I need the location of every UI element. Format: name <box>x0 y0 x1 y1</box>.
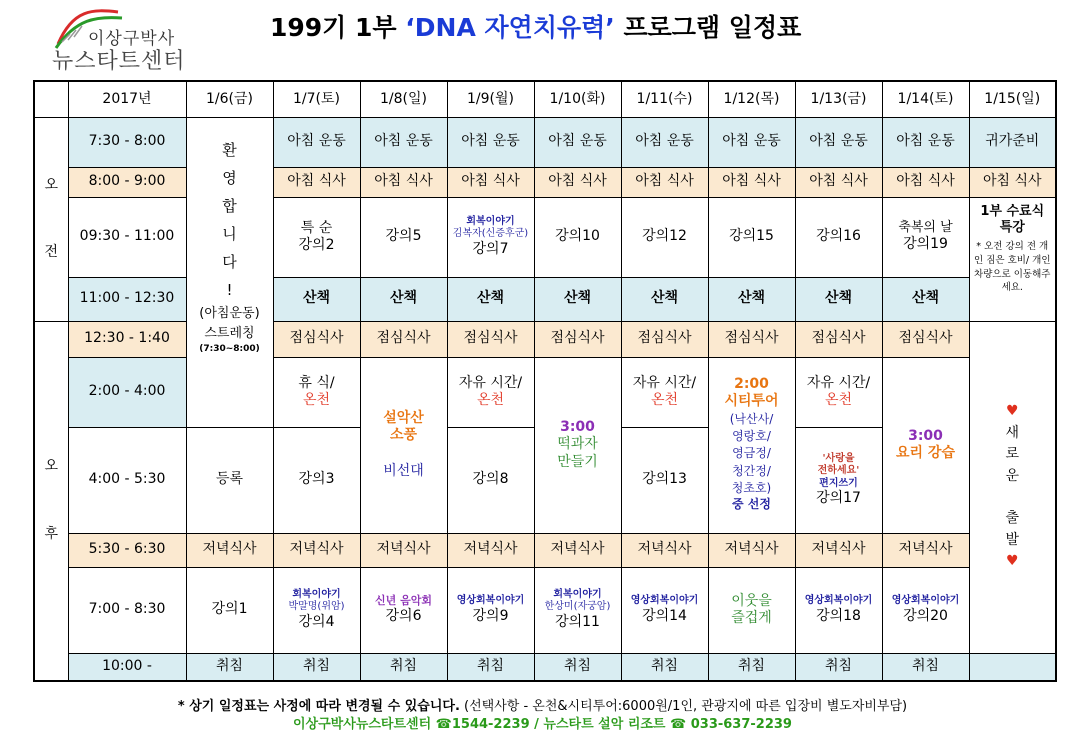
time-cell: 09:30 - 11:00 <box>68 197 186 277</box>
lecture-title: 강의18 <box>816 607 861 624</box>
rest-cell <box>273 357 360 427</box>
time-cell: 2:00 - 4:00 <box>68 357 186 427</box>
period-char: 오 <box>44 458 59 475</box>
lunch-cell: 점심식사 <box>795 321 882 357</box>
onsen-label: 온천 <box>476 392 505 408</box>
welcome-char: 다 <box>222 252 237 271</box>
lecture-cell <box>882 197 969 277</box>
dinner-cell: 저녁식사 <box>534 533 621 567</box>
breakfast-cell: 아침 식사 <box>795 167 882 197</box>
lunch-cell: 점심식사 <box>360 321 447 357</box>
lecture-cell <box>360 567 447 653</box>
lunch-cell: 점심식사 <box>273 321 360 357</box>
lunch-cell: 점심식사 <box>708 321 795 357</box>
sleep-cell: 취침 <box>534 653 621 681</box>
footer-note-bold: * 상기 일정표는 사정에 따라 변경될 수 있습니다. <box>177 699 460 714</box>
lecture-title: 강의20 <box>903 607 948 624</box>
period-pm <box>34 321 68 681</box>
lunch-cell: 점심식사 <box>882 321 969 357</box>
city-tour-title: 시티투어 <box>724 393 779 409</box>
city-tour-list <box>709 411 795 498</box>
page-title <box>270 8 910 46</box>
rice-cake-cell <box>534 357 621 533</box>
dinner-cell: 저녁식사 <box>273 533 360 567</box>
title-highlight: ‘DNA 자연치유력’ <box>405 13 615 42</box>
date-header: 1/6(금) <box>186 81 273 117</box>
rice-cake-time: 3:00 <box>560 418 595 435</box>
cooking-time: 3:00 <box>908 427 943 444</box>
lunch-cell: 점심식사 <box>534 321 621 357</box>
sleep-cell: 취침 <box>795 653 882 681</box>
time-cell: 10:00 - <box>68 653 186 681</box>
year-cell: 2017년 <box>68 81 186 117</box>
seorak-cell <box>360 357 447 533</box>
corner-cell <box>34 81 68 117</box>
title-suffix: 프로그램 일정표 <box>614 13 802 42</box>
free-cell <box>795 357 882 427</box>
city-tour-item: (낙산사/ <box>729 411 774 426</box>
sleep-cell: 취침 <box>882 653 969 681</box>
lecture-cell: 강의13 <box>621 427 708 533</box>
lecture-title: 강의14 <box>642 607 687 624</box>
letter-title: 편지쓰기 <box>819 477 858 489</box>
city-tour-item: 영랑호/ <box>732 428 771 443</box>
cooking-title: 요리 강습 <box>896 445 955 461</box>
free-label: 자유 시간/ <box>632 374 697 391</box>
free-label: 자유 시간/ <box>458 374 523 391</box>
new-start-char: 운 <box>1005 468 1020 485</box>
dinner-cell: 저녁식사 <box>795 533 882 567</box>
city-tour-item: 청간정/ <box>732 463 771 478</box>
breakfast-cell: 아침 식사 <box>708 167 795 197</box>
walk-cell: 산책 <box>882 277 969 321</box>
graduation-label: 1부 수료식 <box>980 203 1045 219</box>
city-tour-item: 영금정/ <box>732 446 771 461</box>
dinner-cell: 저녁식사 <box>621 533 708 567</box>
date-header: 1/8(일) <box>360 81 447 117</box>
breakfast-cell: 아침 식사 <box>447 167 534 197</box>
graduation-note: * 오전 강의 전 개인 짐은 호비/ 개인차량으로 이동해주세요. <box>974 241 1051 294</box>
breakfast-cell: 아침 식사 <box>534 167 621 197</box>
welcome-char: 니 <box>222 224 237 243</box>
center-logo <box>48 4 218 74</box>
walk-cell: 산책 <box>447 277 534 321</box>
table-row <box>34 533 1056 567</box>
lecture-cell: 강의5 <box>360 197 447 277</box>
rice-cake-sub: 만들기 <box>557 453 598 470</box>
story-label: 회복이야기 <box>553 588 602 600</box>
logo-line1: 이상구박사 <box>88 29 176 49</box>
lecture-title: 강의11 <box>555 613 600 630</box>
date-header: 1/12(목) <box>708 81 795 117</box>
time-cell: 12:30 - 1:40 <box>68 321 186 357</box>
welcome-char: 영 <box>222 168 237 187</box>
rest-label: 휴 식/ <box>298 374 335 391</box>
header-row <box>34 81 1056 117</box>
lecture-cell <box>534 567 621 653</box>
time-cell: 7:00 - 8:30 <box>68 567 186 653</box>
neighbors-cell <box>708 567 795 653</box>
lecture-title: 강의2 <box>298 237 335 253</box>
logo-line2: 뉴스타트센터 <box>52 49 186 74</box>
time-cell: 5:30 - 6:30 <box>68 533 186 567</box>
exercise-cell: 아침 운동 <box>534 117 621 167</box>
lecture-cell: 강의10 <box>534 197 621 277</box>
lecture-cell: 강의16 <box>795 197 882 277</box>
sleep-cell: 취침 <box>621 653 708 681</box>
story-label: 회복이야기 <box>292 588 341 600</box>
video-story-label: 영상회복이야기 <box>804 595 873 606</box>
period-char: 후 <box>44 525 59 542</box>
time-cell: 8:00 - 9:00 <box>68 167 186 197</box>
title-prefix: 199기 1부 <box>270 13 406 42</box>
lecture-cell: 강의12 <box>621 197 708 277</box>
date-header: 1/13(금) <box>795 81 882 117</box>
lecture-cell: 강의8 <box>447 427 534 533</box>
time-cell: 4:00 - 5:30 <box>68 427 186 533</box>
concert-label: 신년 음악회 <box>375 594 432 608</box>
welcome-char: ! <box>226 280 233 299</box>
letter-line: 전하세요' <box>817 465 860 476</box>
lecture-cell <box>273 567 360 653</box>
exercise-cell: 아침 운동 <box>273 117 360 167</box>
free-cell <box>447 357 534 427</box>
sleep-cell: 취침 <box>447 653 534 681</box>
lecture-cell: 강의15 <box>708 197 795 277</box>
lunch-cell: 점심식사 <box>447 321 534 357</box>
walk-cell: 산책 <box>273 277 360 321</box>
breakfast-cell: 아침 식사 <box>621 167 708 197</box>
story-person: 김복자(신증후군) <box>452 228 529 240</box>
seorak-sub: 소풍 <box>389 427 418 444</box>
dinner-cell: 저녁식사 <box>882 533 969 567</box>
graduation-cell <box>969 197 1056 321</box>
walk-cell: 산책 <box>360 277 447 321</box>
homeprep-cell: 귀가준비 <box>969 117 1056 167</box>
welcome-chars <box>187 136 273 304</box>
exercise-cell: 아침 운동 <box>360 117 447 167</box>
lecture-label: 특 순 <box>300 219 333 236</box>
footer-note-rest: (선택사항 - 온천&시티투어:6000원/1인, 관광지에 따른 입장비 별도자비부담) <box>459 699 908 714</box>
date-header: 1/15(일) <box>969 81 1056 117</box>
time-cell: 7:30 - 8:00 <box>68 117 186 167</box>
seorak-title: 설악산 <box>383 409 424 426</box>
exercise-cell: 아침 운동 <box>708 117 795 167</box>
onsen-label: 온천 <box>650 392 679 408</box>
sleep-cell: 취침 <box>360 653 447 681</box>
city-tour-note: 중 선정 <box>732 497 771 512</box>
date-header: 1/9(월) <box>447 81 534 117</box>
neighbors-line: 즐겁게 <box>731 610 772 626</box>
lecture-cell: 강의1 <box>186 567 273 653</box>
onsen-label: 온천 <box>824 392 853 408</box>
video-story-label: 영상회복이야기 <box>456 595 525 606</box>
lunch-cell: 점심식사 <box>621 321 708 357</box>
neighbors-line: 이웃을 <box>731 592 772 609</box>
dinner-cell: 저녁식사 <box>186 533 273 567</box>
welcome-cell <box>186 117 273 427</box>
story-label: 회복이야기 <box>466 215 515 227</box>
footer-contact: 이상구박사뉴스타트센터 ☎1544-2239 / 뉴스타트 설악 리조트 ☎ 033-637-2239 <box>293 717 792 732</box>
special-lecture-label: 특강 <box>999 219 1025 235</box>
table-row <box>34 117 1056 167</box>
new-start-cell <box>969 321 1056 653</box>
new-start-char: 로 <box>1005 446 1020 463</box>
sleep-cell: 취침 <box>186 653 273 681</box>
city-tour-time: 2:00 <box>734 375 769 392</box>
welcome-sub3: (7:30~8:00) <box>199 344 260 354</box>
exercise-cell: 아침 운동 <box>447 117 534 167</box>
heart-icon: ♥ <box>1005 403 1019 420</box>
time-cell: 11:00 - 12:30 <box>68 277 186 321</box>
lecture-cell: 강의3 <box>273 427 360 533</box>
dinner-cell: 저녁식사 <box>360 533 447 567</box>
empty-cell <box>969 653 1056 681</box>
new-start-char: 출 <box>1005 509 1020 526</box>
lecture-title: 강의6 <box>385 608 422 625</box>
new-start-char: 새 <box>1005 424 1020 441</box>
walk-cell: 산책 <box>534 277 621 321</box>
lecture-cell <box>621 567 708 653</box>
cooking-cell <box>882 357 969 533</box>
letter-line: '사랑을 <box>822 452 855 464</box>
lecture-cell <box>795 567 882 653</box>
sleep-cell: 취침 <box>273 653 360 681</box>
exercise-cell: 아침 운동 <box>795 117 882 167</box>
sleep-cell: 취침 <box>708 653 795 681</box>
lecture-cell <box>447 197 534 277</box>
walk-cell: 산책 <box>795 277 882 321</box>
table-row <box>34 653 1056 681</box>
lecture-title: 강의17 <box>816 490 861 506</box>
welcome-sub2: 스트레칭 <box>204 325 255 341</box>
welcome-char: 합 <box>222 196 237 215</box>
dinner-cell: 저녁식사 <box>447 533 534 567</box>
registration-cell: 등록 <box>186 427 273 533</box>
lecture-cell <box>273 197 360 277</box>
heart-icon: ♥ <box>1005 553 1019 570</box>
dinner-cell: 저녁식사 <box>708 533 795 567</box>
lecture-cell <box>447 567 534 653</box>
letter-cell <box>795 427 882 533</box>
period-am <box>34 117 68 321</box>
free-label: 자유 시간/ <box>806 374 871 391</box>
table-row <box>34 567 1056 653</box>
breakfast-cell: 아침 식사 <box>273 167 360 197</box>
seorak-place: 비선대 <box>383 462 424 479</box>
free-cell <box>621 357 708 427</box>
lecture-title: 강의7 <box>472 240 509 257</box>
exercise-cell: 아침 운동 <box>621 117 708 167</box>
welcome-sub1: (아침운동) <box>199 305 260 321</box>
breakfast-cell: 아침 식사 <box>882 167 969 197</box>
story-person: 박말명(위암) <box>288 601 345 613</box>
rice-cake-title: 떡과자 <box>557 436 598 453</box>
date-header: 1/7(토) <box>273 81 360 117</box>
lecture-title: 강의19 <box>903 236 948 253</box>
walk-cell: 산책 <box>708 277 795 321</box>
video-story-label: 영상회복이야기 <box>630 595 699 606</box>
schedule-table <box>33 80 1057 682</box>
story-person: 한상미(자궁암) <box>544 601 611 613</box>
city-tour-item: 청초호) <box>731 481 772 496</box>
lecture-title: 강의9 <box>472 607 509 624</box>
date-header: 1/10(화) <box>534 81 621 117</box>
video-story-label: 영상회복이야기 <box>891 595 960 606</box>
onsen-label: 온천 <box>302 392 331 408</box>
lecture-title: 강의4 <box>298 613 335 630</box>
breakfast-cell: 아침 식사 <box>969 167 1056 197</box>
city-tour-cell <box>708 357 795 533</box>
period-char: 전 <box>44 244 59 260</box>
walk-cell: 산책 <box>621 277 708 321</box>
exercise-cell: 아침 운동 <box>882 117 969 167</box>
lecture-cell <box>882 567 969 653</box>
date-header: 1/14(토) <box>882 81 969 117</box>
date-header: 1/11(수) <box>621 81 708 117</box>
breakfast-cell: 아침 식사 <box>360 167 447 197</box>
period-char: 오 <box>44 176 59 193</box>
new-start-char: 발 <box>1005 531 1020 548</box>
lecture-label: 축복의 날 <box>898 220 953 236</box>
footer-note <box>0 695 1085 714</box>
welcome-char: 환 <box>222 140 237 159</box>
